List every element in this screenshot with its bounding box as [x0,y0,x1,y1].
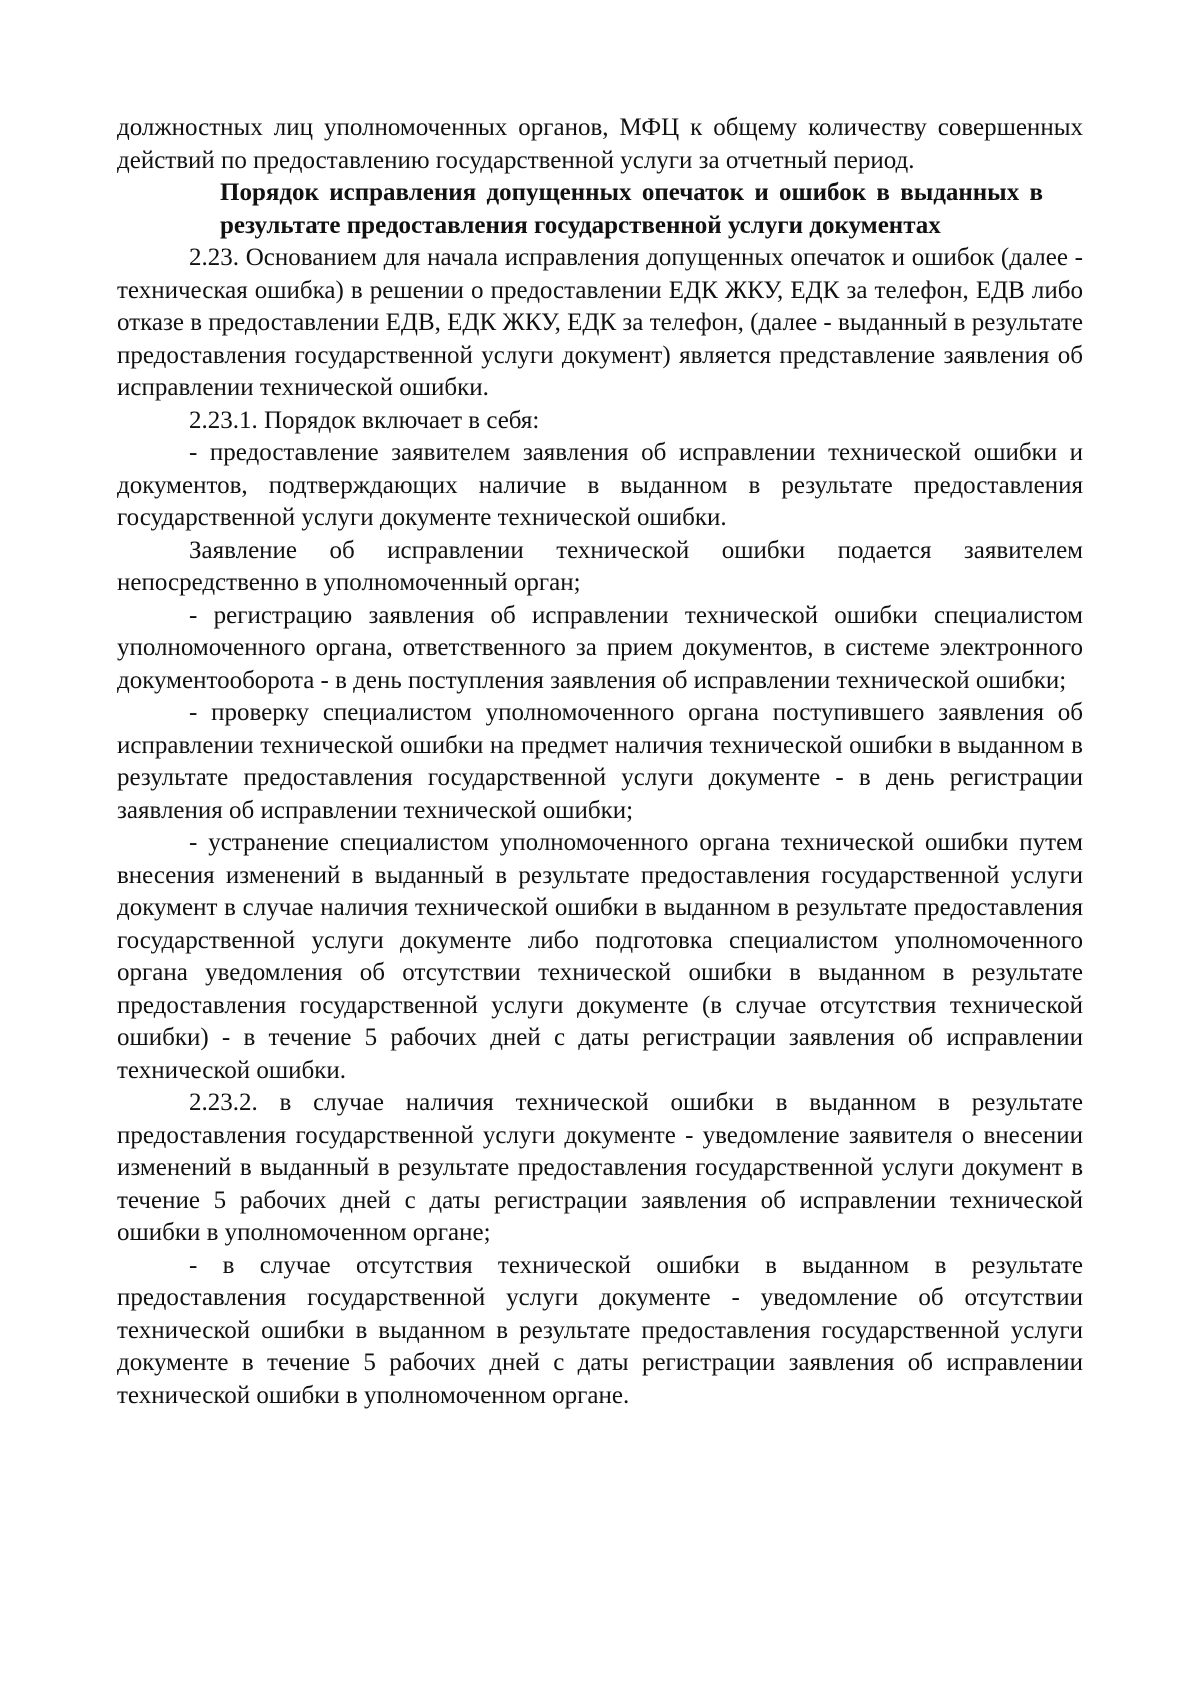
list-item-no-error-notice: - в случае отсутствия технической ошибки в выданном в результате предоставления государственной услуги документе - уведомление об отсутствии технической ошибки в выданном в результате предоставления государственной услуги документе в течение 5 рабочих дней с даты регистрации заявления об исправлении технической ошибки в уполномоченном органе. [117,1251,1083,1409]
intro-paragraph: должностных лиц уполномоченных органов, МФЦ к общему количеству совершенных действий по предоставлению государственной услуги за отчетный период. [117,114,1083,174]
paragraph-2-23: 2.23. Основанием для начала исправления допущенных опечаток и ошибок (далее - техническая ошибка) в решении о предоставлении ЕДК ЖКУ, ЕДК за телефон, ЕДВ либо отказе в предоставлении ЕДВ, ЕДК ЖКУ, ЕДК за телефон, (далее - выданный в результате предоставления государственной услуги документ) является представление заявления об исправлении технической ошибки. [117,244,1083,401]
document-page [117,112,1083,1412]
list-item-submission: - предоставление заявителем заявления об исправлении технической ошибки и документов, подтверждающих наличие в выданном в результате предоставления государственной услуги документе технической ошибки. [117,439,1083,531]
paragraph-2-23-1: 2.23.1. Порядок включает в себя: [189,406,540,434]
section-title: Порядок исправления допущенных опечаток и ошибок в выданных в результате предоставления государственной услуги документах [220,179,1043,239]
list-item-verification: - проверку специалистом уполномоченного органа поступившего заявления об исправлении технической ошибки на предмет наличия технической ошибки в выданном в результате предоставления государственной услуги документе - в день регистрации заявления об исправлении технической ошибки; [117,699,1083,824]
list-item-registration: - регистрацию заявления об исправлении технической ошибки специалистом уполномоченного органа, ответственного за прием документов, в системе электронного документооборота - в день поступления заявления об исправлении технической ошибки; [117,601,1083,694]
paragraph-application-filing: Заявление об исправлении технической ошибки подается заявителем непосредственно в уполномоченный орган; [117,536,1083,596]
list-item-correction: - устранение специалистом уполномоченного органа технической ошибки путем внесения изменений в выданный в результате предоставления государственной услуги документ в случае наличия технической ошибки в выданном в результате предоставления государственной услуги документе либо подготовка специалистом уполномоченного органа уведомления об отсутствии технической ошибки в выданном в результате предоставления государственной услуги документе (в случае отсутствия технической ошибки) - в течение 5 рабочих дней с даты регистрации заявления об исправлении технической ошибки. [117,829,1083,1084]
paragraph-2-23-2: 2.23.2. в случае наличия технической ошибки в выданном в результате предоставления государственной услуги документе - уведомление заявителя о внесении изменений в выданный в результате предоставления государственной услуги документ в течение 5 рабочих дней с даты регистрации заявления об исправлении технической ошибки в уполномоченном органе; [117,1089,1083,1246]
